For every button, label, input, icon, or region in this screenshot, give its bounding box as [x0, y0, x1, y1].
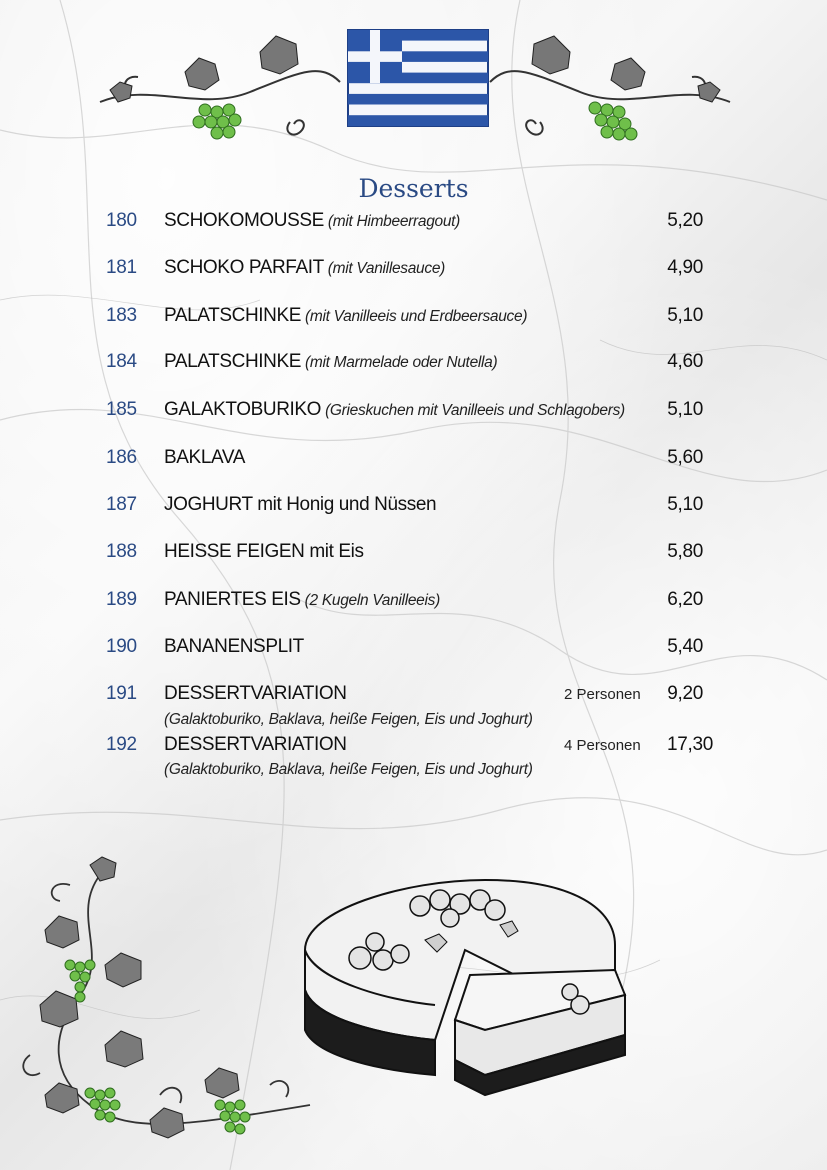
item-note: (Grieskuchen mit Vanilleeis und Schlagobers)	[325, 402, 625, 419]
item-name: PANIERTES EIS (2 Kugeln Vanilleeis)	[164, 589, 440, 610]
item-number: 187	[106, 494, 137, 515]
item-price: 17,30	[666, 734, 713, 755]
item-note: (mit Vanillesauce)	[327, 260, 446, 277]
list-item	[0, 734, 827, 764]
item-price: 5,10	[667, 399, 703, 420]
item-number: 192	[106, 734, 137, 755]
item-name: SCHOKO PARFAIT (mit Vanillesauce)	[164, 257, 446, 278]
item-note: (mit Himbeerragout)	[327, 213, 461, 230]
item-number: 191	[106, 683, 137, 704]
page-title: Desserts	[358, 174, 469, 203]
item-note: (mit Marmelade oder Nutella)	[305, 354, 498, 371]
list-item	[0, 683, 827, 713]
item-number: 185	[106, 399, 137, 420]
item-number: 181	[106, 257, 137, 278]
item-name: JOGHURT mit Honig und Nüssen	[164, 494, 437, 515]
item-name: PALATSCHINKE (mit Marmelade oder Nutella)	[164, 351, 498, 372]
item-name: SCHOKOMOUSSE (mit Himbeerragout)	[164, 210, 461, 231]
list-item	[0, 541, 827, 571]
item-price: 5,60	[667, 447, 703, 468]
list-item	[0, 399, 827, 429]
greek-flag-icon	[348, 30, 488, 126]
item-price: 4,90	[667, 257, 703, 278]
item-persons: 2 Personen	[564, 686, 641, 703]
item-price: 5,80	[667, 541, 703, 562]
list-item	[0, 589, 827, 619]
item-name: DESSERTVARIATION	[164, 734, 347, 755]
item-number: 189	[106, 589, 137, 610]
item-number: 180	[106, 210, 137, 231]
item-number: 186	[106, 447, 137, 468]
list-item	[0, 351, 827, 381]
item-price: 5,10	[667, 305, 703, 326]
item-number: 184	[106, 351, 137, 372]
item-note: (Galaktoburiko, Baklava, heiße Feigen, Eis und Joghurt)	[164, 761, 533, 778]
item-name: GALAKTOBURIKO (Grieskuchen mit Vanilleeis und Schlagobers)	[164, 399, 625, 420]
list-item	[0, 447, 827, 477]
item-price: 5,10	[667, 494, 703, 515]
header-ornament	[90, 22, 740, 152]
list-item	[0, 305, 827, 335]
item-name: PALATSCHINKE (mit Vanilleeis und Erdbeersauce)	[164, 305, 528, 326]
item-number: 190	[106, 636, 137, 657]
list-item	[0, 210, 827, 240]
item-name: BAKLAVA	[164, 447, 245, 468]
item-price: 4,60	[667, 351, 703, 372]
item-name: BANANENSPLIT	[164, 636, 304, 657]
item-number: 183	[106, 305, 137, 326]
item-price: 9,20	[667, 683, 703, 704]
list-item	[0, 257, 827, 287]
list-item	[0, 494, 827, 524]
item-note: (mit Vanilleeis und Erdbeersauce)	[305, 308, 528, 325]
item-price: 5,20	[667, 210, 703, 231]
item-note: (Galaktoburiko, Baklava, heiße Feigen, Eis und Joghurt)	[164, 711, 533, 728]
item-price: 6,20	[667, 589, 703, 610]
cake-icon	[285, 870, 635, 1110]
item-price: 5,40	[667, 636, 703, 657]
list-item	[0, 636, 827, 666]
item-name: DESSERTVARIATION	[164, 683, 347, 704]
item-note: (2 Kugeln Vanilleeis)	[304, 592, 440, 609]
item-number: 188	[106, 541, 137, 562]
item-name: HEISSE FEIGEN mit Eis	[164, 541, 364, 562]
item-persons: 4 Personen	[564, 737, 641, 754]
